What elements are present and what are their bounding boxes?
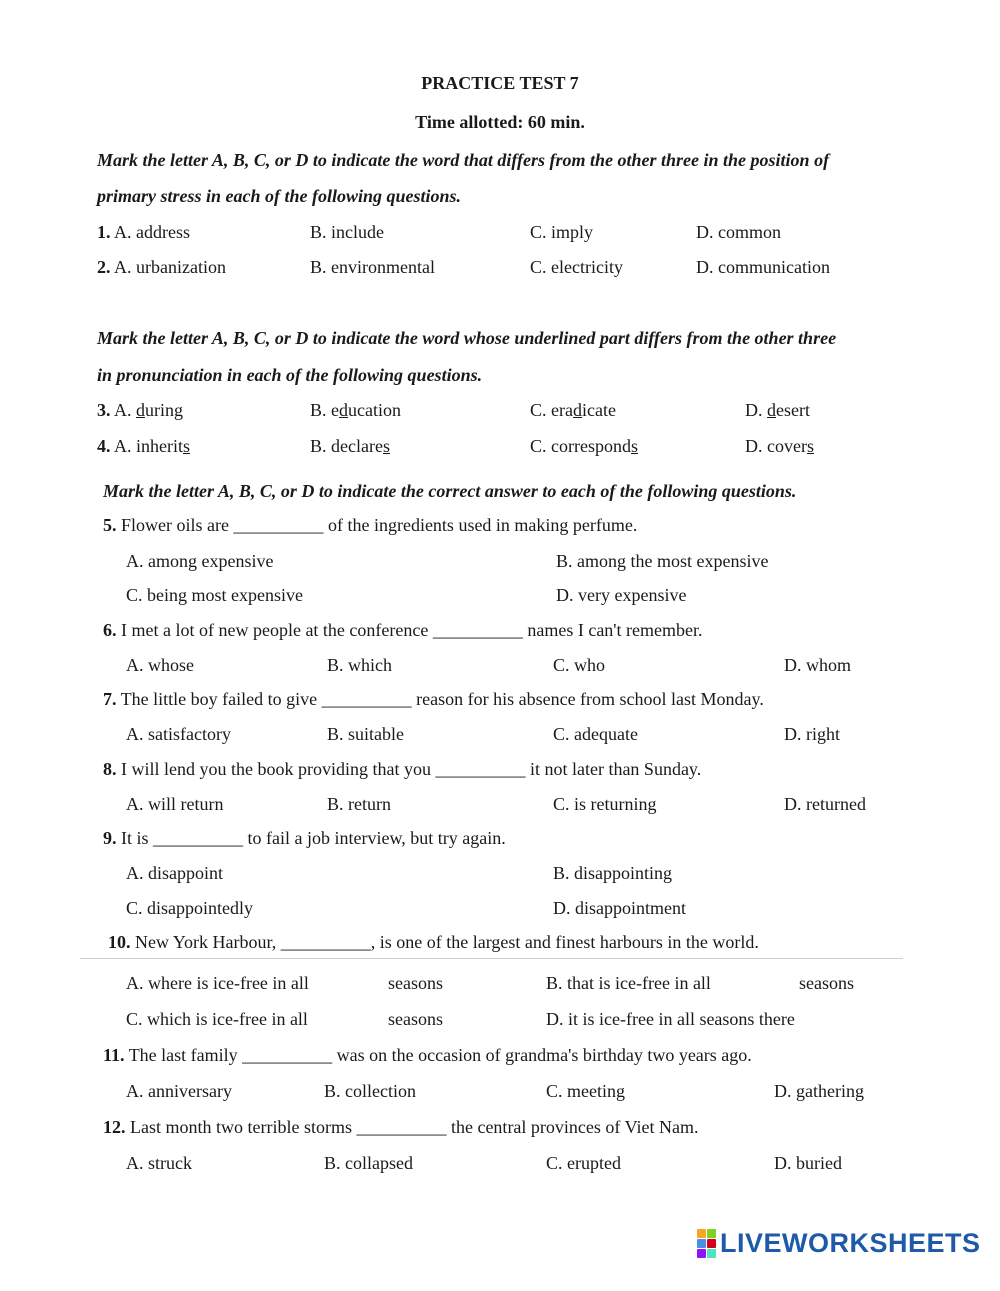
option-b[interactable]: B. return — [327, 794, 391, 814]
option-b[interactable]: B. environmental — [310, 257, 435, 277]
question-number: 3. — [97, 400, 111, 420]
logo-blocks-icon — [697, 1229, 716, 1258]
option-b[interactable]: B. include — [310, 222, 384, 242]
option-a[interactable]: A. struck — [126, 1153, 192, 1173]
question-number: 1. — [97, 222, 111, 242]
option-d[interactable]: D. desert — [745, 400, 810, 420]
option-c[interactable]: C. who — [553, 655, 606, 675]
question-stem: 10. New York Harbour, __________, is one of the largest and finest harbours in the world. — [108, 932, 759, 952]
section2-instruction-line2: in pronunciation in each of the following questions. — [97, 365, 483, 385]
option-b[interactable]: B. disappointing — [553, 863, 673, 883]
option-b[interactable]: B. which — [327, 655, 392, 675]
question-number: 2. — [97, 257, 111, 277]
question-stem: 9. It is __________ to fail a job interview, but try again. — [103, 828, 506, 848]
logo-block — [697, 1249, 706, 1258]
option-a[interactable]: A. disappoint — [126, 863, 223, 883]
question-stem: 8. I will lend you the book providing that you __________ it not later than Sunday. — [103, 759, 702, 779]
option-c-continued: seasons — [388, 1009, 443, 1029]
logo-block — [707, 1229, 716, 1238]
option-a[interactable]: A. satisfactory — [126, 724, 231, 744]
option-c[interactable]: C. eradicate — [530, 400, 616, 420]
option-d[interactable]: D. covers — [745, 436, 814, 456]
section2-instruction-line1: Mark the letter A, B, C, or D to indicate the word whose underlined part differs from the other three — [97, 328, 837, 348]
option-b[interactable]: B. suitable — [327, 724, 404, 744]
option-c[interactable]: C. imply — [530, 222, 594, 242]
option-b[interactable]: B. among the most expensive — [556, 551, 769, 571]
logo-block — [707, 1239, 716, 1248]
section1-instruction-line1: Mark the letter A, B, C, or D to indicate the word that differs from the other three in the position of — [97, 150, 830, 170]
section3-instruction: Mark the letter A, B, C, or D to indicate the correct answer to each of the following questions. — [103, 481, 797, 501]
option-c[interactable]: C. erupted — [546, 1153, 621, 1173]
option-c[interactable]: C. corresponds — [530, 436, 638, 456]
option-b[interactable]: B. education — [310, 400, 401, 420]
option-b[interactable]: B. that is ice-free in all — [546, 973, 711, 993]
option-c[interactable]: C. electricity — [530, 257, 623, 277]
option-c[interactable]: C. adequate — [553, 724, 638, 744]
option-d[interactable]: D. communication — [696, 257, 830, 277]
option-d[interactable]: D. very expensive — [556, 585, 687, 605]
option-a[interactable]: A. whose — [126, 655, 194, 675]
option-a-continued: seasons — [388, 973, 443, 993]
option-b-continued: seasons — [799, 973, 854, 993]
liveworksheets-logo[interactable] — [697, 1228, 981, 1258]
option-a[interactable]: A. urbanization — [114, 257, 226, 277]
question-number: 4. — [97, 436, 111, 456]
logo-block — [707, 1249, 716, 1258]
question-stem: 6. I met a lot of new people at the conference __________ names I can't remember. — [103, 620, 703, 640]
option-a[interactable]: A. among expensive — [126, 551, 274, 571]
option-d[interactable]: D. disappointment — [553, 898, 686, 918]
question-stem: 11. The last family __________ was on the occasion of grandma's birthday two years ago. — [103, 1045, 752, 1065]
option-c[interactable]: C. being most expensive — [126, 585, 303, 605]
logo-block — [697, 1229, 706, 1238]
page-title: PRACTICE TEST 7 — [421, 73, 579, 93]
option-a[interactable]: A. address — [114, 222, 190, 242]
option-b[interactable]: B. collection — [324, 1081, 416, 1101]
option-d[interactable]: D. returned — [784, 794, 866, 814]
option-a[interactable]: A. where is ice-free in all — [126, 973, 309, 993]
option-a[interactable]: A. will return — [126, 794, 224, 814]
option-d[interactable]: D. right — [784, 724, 840, 744]
option-d[interactable]: D. buried — [774, 1153, 842, 1173]
option-a[interactable]: A. anniversary — [126, 1081, 232, 1101]
time-allotted: Time allotted: 60 min. — [415, 112, 585, 132]
question-stem: 12. Last month two terrible storms __________ the central provinces of Viet Nam. — [103, 1117, 699, 1137]
option-b[interactable]: B. declares — [310, 436, 390, 456]
option-c[interactable]: C. which is ice-free in all — [126, 1009, 308, 1029]
option-c[interactable]: C. meeting — [546, 1081, 625, 1101]
option-a[interactable]: A. during — [114, 400, 184, 420]
option-d[interactable]: D. common — [696, 222, 781, 242]
question-stem: 5. Flower oils are __________ of the ingredients used in making perfume. — [103, 515, 638, 535]
option-b[interactable]: B. collapsed — [324, 1153, 413, 1173]
option-c[interactable]: C. disappointedly — [126, 898, 253, 918]
option-d[interactable]: D. gathering — [774, 1081, 864, 1101]
question-stem: 7. The little boy failed to give __________ reason for his absence from school last Monday. — [103, 689, 764, 709]
option-d[interactable]: D. it is ice-free in all seasons there — [546, 1009, 795, 1029]
option-d[interactable]: D. whom — [784, 655, 851, 675]
logo-block — [697, 1239, 706, 1248]
logo-text: LIVEWORKSHEETS — [720, 1227, 981, 1258]
divider — [80, 958, 903, 959]
option-c[interactable]: C. is returning — [553, 794, 657, 814]
option-a[interactable]: A. inherits — [114, 436, 191, 456]
section1-instruction-line2: primary stress in each of the following questions. — [97, 186, 462, 206]
